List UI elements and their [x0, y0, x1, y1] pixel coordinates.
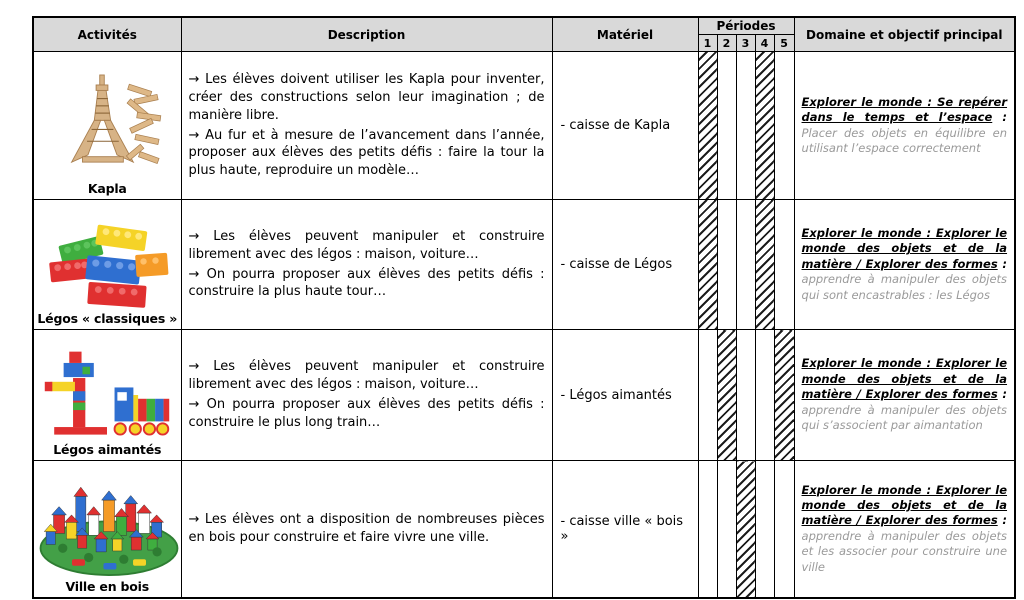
activity-label: Ville en bois — [65, 578, 150, 594]
period-cell — [774, 200, 794, 330]
period-number-1: 1 — [698, 35, 717, 52]
period-number-5: 5 — [774, 35, 794, 52]
col-header-description: Description — [181, 17, 552, 52]
period-number-2: 2 — [717, 35, 736, 52]
period-cell — [755, 52, 774, 200]
period-cell — [774, 52, 794, 200]
description-paragraph: → Les élèves doivent utiliser les Kapla pour inventer, créer des constructions selon leur imagination ; de manière libre. — [188, 71, 545, 123]
period-cell — [717, 461, 736, 598]
domain-separator: : — [997, 256, 1008, 271]
activity-cell — [33, 461, 181, 598]
period-cell — [698, 200, 717, 330]
description-cell — [181, 200, 552, 330]
table-row-legos-aimantes — [33, 330, 1015, 461]
col-header-material: Matériel — [552, 17, 698, 52]
period-number-3: 3 — [736, 35, 755, 52]
period-cell — [717, 200, 736, 330]
period-cell — [698, 330, 717, 461]
wooden-village-photo — [35, 474, 180, 578]
col-header-periods: Périodes — [698, 17, 794, 35]
domain-separator: : — [997, 513, 1008, 528]
period-cell — [755, 200, 774, 330]
classic-legos-photo — [35, 222, 180, 310]
period-cell — [698, 461, 717, 598]
table-row-ville-en-bois — [33, 461, 1015, 598]
material-cell: - Légos aimantés — [552, 330, 698, 461]
domain-cell — [794, 200, 1015, 330]
domain-separator: : — [992, 110, 1008, 125]
activity-label: Légos « classiques » — [37, 311, 178, 326]
domain-note: apprendre à manipuler des objets et les associer pour construire une ville — [801, 528, 1008, 574]
description-paragraph: → Au fur et à mesure de l’avancement dans l’année, proposer aux élèves des petits défis : faire la tour la plus haute, reproduire un modèle… — [188, 127, 545, 179]
col-header-activities: Activités — [33, 17, 181, 52]
period-cell — [736, 330, 755, 461]
domain-cell — [794, 461, 1015, 598]
magnetic-legos-photo — [35, 349, 180, 441]
activity-label: Légos aimantés — [53, 442, 162, 457]
table-row-kapla — [33, 52, 1015, 200]
period-cell — [774, 461, 794, 598]
domain-title: Explorer le monde : Explorer le monde des objets et de la matière / Explorer des formes — [801, 356, 1008, 402]
domain-separator: : — [997, 387, 1008, 402]
activity-cell — [33, 200, 181, 330]
domain-title: Explorer le monde : Explorer le monde des objets et de la matière / Explorer des formes — [801, 482, 1008, 528]
domain-note: apprendre à manipuler des objets qui sont encastrables : les Légos — [801, 272, 1008, 302]
domain-note: apprendre à manipuler des objets qui s’associent par aimantation — [801, 402, 1008, 433]
activities-planning-table — [32, 16, 1016, 599]
kapla-construction-photo — [35, 68, 180, 180]
period-cell — [755, 461, 774, 598]
table-row-legos-classiques — [33, 200, 1015, 330]
description-paragraph: → Les élèves peuvent manipuler et construire librement avec des légos : maison, voiture… — [188, 359, 545, 393]
description-cell — [181, 52, 552, 200]
period-cell — [717, 330, 736, 461]
material-cell: - caisse de Kapla — [552, 52, 698, 200]
domain-note: Placer des objets en équilibre en utilisant l’espace correctement — [801, 125, 1008, 155]
domain-cell — [794, 330, 1015, 461]
domain-title: Explorer le monde : Explorer le monde des objets et de la matière / Explorer des formes — [801, 225, 1008, 271]
activity-label: Kapla — [87, 181, 127, 196]
material-cell: - caisse ville « bois » — [552, 461, 698, 598]
period-cell — [774, 330, 794, 461]
period-cell — [755, 330, 774, 461]
activity-cell — [33, 330, 181, 461]
domain-title: Explorer le monde : Se repérer dans le temps et l’espace — [801, 94, 1008, 125]
period-cell — [736, 52, 755, 200]
activity-cell — [33, 52, 181, 200]
material-cell: - caisse de Légos — [552, 200, 698, 330]
period-cell — [717, 52, 736, 200]
period-number-4: 4 — [755, 35, 774, 52]
description-paragraph: → On pourra proposer aux élèves des petits défis : construire le plus long train… — [188, 397, 545, 430]
description-cell — [181, 461, 552, 598]
col-header-domain: Domaine et objectif principal — [794, 17, 1015, 52]
description-cell — [181, 330, 552, 461]
period-cell — [736, 200, 755, 330]
period-cell — [736, 461, 755, 598]
description-paragraph: → Les élèves peuvent manipuler et construire librement avec des légos : maison, voiture… — [188, 228, 545, 262]
description-paragraph: → On pourra proposer aux élèves des petits défis : construire la plus haute tour… — [188, 266, 545, 300]
period-cell — [698, 52, 717, 200]
domain-cell — [794, 52, 1015, 200]
description-paragraph: → Les élèves ont a disposition de nombreuses pièces en bois pour construire et faire vivre une ville. — [188, 511, 545, 545]
